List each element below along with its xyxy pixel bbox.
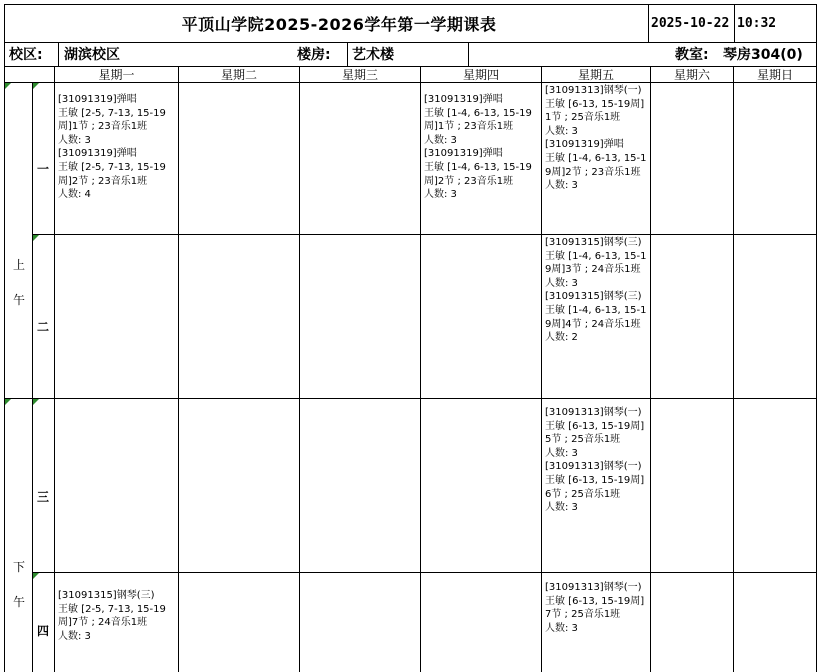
grid-line (468, 42, 469, 66)
course-cell-p2-fri[interactable]: [31091315]钢琴(三) 王敏 [1-4, 6-13, 15-19周]3节 ; 24音乐1班 人数: 3 [31091315]钢琴(三) 王敏 [1-4, 6-13, 15-19周]4节 ; 24音乐1班 人数: 2 (545, 237, 647, 344)
corner-marker (5, 399, 11, 405)
course-cell-p3-fri[interactable]: [31091313]钢琴(一) 王敏 [6-13, 15-19周]5节 ; 25音乐1班 人数: 3 [31091313]钢琴(一) 王敏 [6-13, 15-19周]6节 ; 25音乐1班 人数: 3 (545, 407, 645, 514)
morning-label (6, 256, 32, 308)
day-header-wed: 星期三 (341, 67, 378, 82)
print-time: 10:32 (737, 15, 777, 31)
grid-line (299, 66, 300, 672)
room-value: 琴房304(0) (723, 47, 803, 63)
grid-line (734, 4, 735, 42)
building-label: 楼房: (297, 47, 331, 63)
corner-marker (33, 399, 39, 405)
grid-line (816, 4, 817, 672)
afternoon-char: 午 (12, 595, 25, 609)
day-header-fri: 星期五 (577, 67, 614, 82)
grid-line (178, 66, 179, 672)
period-label: 一 (36, 161, 49, 176)
period-label: 四 (36, 623, 49, 638)
building-value: 艺术楼 (352, 47, 394, 63)
course-cell-p1-thu[interactable]: [31091319]弹唱 王敏 [1-4, 6-13, 15-19周]1节 ; 23音乐1班 人数: 3 [31091319]弹唱 王敏 [1-4, 6-13, 15-19周]2节 ; 23音乐1班 人数: 3 (424, 94, 532, 201)
grid-line (648, 4, 649, 42)
corner-marker (33, 573, 39, 579)
afternoon-char: 下 (12, 560, 25, 574)
campus-label: 校区: (9, 47, 43, 63)
period-label: 二 (36, 319, 49, 334)
grid-line (58, 42, 59, 66)
day-header-tue: 星期二 (220, 67, 257, 82)
grid-line (4, 398, 817, 399)
course-cell-p4-mon[interactable]: [31091315]钢琴(三) 王敏 [2-5, 7-13, 15-19周]7节 ; 24音乐1班 人数: 3 (58, 590, 166, 642)
course-cell-p4-fri[interactable]: [31091313]钢琴(一) 王敏 [6-13, 15-19周]7节 ; 25音乐1班 人数: 3 (545, 582, 645, 634)
grid-line (4, 4, 5, 672)
room-label: 教室: (675, 47, 709, 63)
print-date: 2025-10-22 (651, 15, 730, 31)
page-title: 平顶山学院2025-2026学年第一学期课表 (181, 14, 497, 34)
day-header-thu: 星期四 (462, 67, 499, 82)
period-label: 三 (36, 489, 49, 504)
corner-marker (33, 235, 39, 241)
corner-marker (5, 83, 11, 89)
corner-marker (33, 83, 39, 89)
morning-char: 午 (12, 293, 25, 307)
morning-char: 上 (12, 258, 25, 272)
grid-line (347, 42, 348, 66)
grid-line (32, 572, 817, 573)
course-cell-p1-mon[interactable]: [31091319]弹唱 王敏 [2-5, 7-13, 15-19周]1节 ; 23音乐1班 人数: 3 [31091319]弹唱 王敏 [2-5, 7-13, 15-19周]2节 ; 23音乐1班 人数: 4 (58, 94, 166, 201)
day-header-sun: 星期日 (756, 67, 793, 82)
afternoon-label (6, 558, 32, 610)
grid-line (650, 66, 651, 672)
course-cell-p1-fri[interactable]: [31091313]钢琴(一) 王敏 [6-13, 15-19周]1节 ; 25音乐1班 人数: 3 [31091319]弹唱 王敏 [1-4, 6-13, 15-19周]2节 ; 23音乐1班 人数: 3 (545, 85, 647, 192)
day-header-mon: 星期一 (98, 67, 135, 82)
grid-line (32, 234, 817, 235)
day-header-sat: 星期六 (673, 67, 710, 82)
campus-value: 湖滨校区 (64, 47, 120, 63)
grid-line (733, 66, 734, 672)
